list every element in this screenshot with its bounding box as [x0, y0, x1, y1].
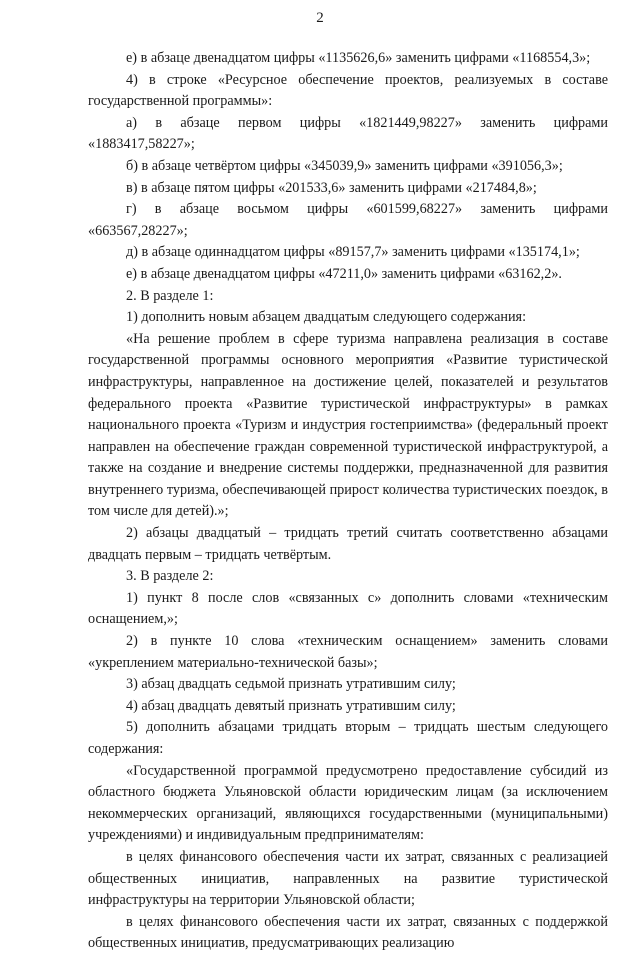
paragraph-subsidies-quote: «Государственной программой предусмотрено предоставление субсидий из областного бюджета Ульяновской области юридическим лицам (за исключением некоммерческих организаций, являющихся государственными (муниципальными) учреждениями) и индивидуальным предпринимателям:	[88, 762, 608, 844]
paragraph-point-8: 1) пункт 8 после слов «связанных с» дополнить словами «техническим оснащением,»;	[88, 589, 608, 628]
section-heading-2: 3. В разделе 2:	[126, 568, 214, 585]
paragraph-repeal-29: 4) абзац двадцать девятый признать утратившим силу;	[126, 697, 456, 714]
paragraph-point-10: 2) в пункте 10 слова «техническим оснащением» заменить словами «укреплением материально-технической базы»;	[88, 633, 608, 671]
paragraph-amend-e: е) в абзаце двенадцатом цифры «47211,0» заменить цифрами «63162,2».	[126, 265, 562, 282]
paragraph-amend-v: в) в абзаце пятом цифры «201533,6» заменить цифрами «217484,8»;	[126, 179, 537, 196]
paragraph-item-4-resources: 4) в строке «Ресурсное обеспечение проектов, реализуемых в составе государственной программы»:	[88, 71, 608, 110]
paragraph-renumber: 2) абзацы двадцатый – тридцать третий считать соответственно абзацами двадцать первым – тридцать четвёртым.	[88, 525, 608, 563]
paragraph-add-twentieth: 1) дополнить новым абзацем двадцатым следующего содержания:	[126, 309, 527, 326]
page-number: 2	[316, 10, 324, 26]
paragraph-amend-d: д) в абзаце одиннадцатом цифры «89157,7» заменить цифрами «135174,1»;	[126, 244, 580, 261]
paragraph-amend-b: б) в абзаце четвёртом цифры «345039,9» заменить цифрами «391056,3»;	[126, 157, 563, 174]
paragraph-amend-g: г) в абзаце восьмом цифры «601599,68227» заменить цифрами «663567,28227»;	[88, 201, 608, 239]
paragraph-subsidy-purpose-2: в целях финансового обеспечения части их затрат, связанных с поддержкой общественных инициатив, предусматривающих реализацию	[88, 913, 608, 952]
paragraph-add-32-36: 5) дополнить абзацами тридцать вторым – тридцать шестым следующего содержания:	[88, 719, 608, 757]
paragraph-tourism-quote: «На решение проблем в сфере туризма направлена реализация в составе государственной программы основного мероприятия «Развитие туристической инфраструктуры, направленное на достижение целей, показателей и результатов федерального проекта «Развитие туристической инфраструктуры» в рамках национального проекта «Туризм и индустрия гостеприимства» (федеральный проект направлен на обеспечение граждан современной туристической инфраструктурой, а также на создание и внедрение системы поддержки, предназначенной для развития внутреннего туризма, обеспечивающей прирост количества туристических поездок, в том числе для детей).»;	[88, 330, 608, 520]
paragraph-amend-twelfth-1: е) в абзаце двенадцатом цифры «1135626,6» заменить цифрами «1168554,3»;	[126, 50, 591, 66]
document-body	[88, 48, 608, 955]
paragraph-amend-a: а) в абзаце первом цифры «1821449,98227» заменить цифрами «1883417,58227»;	[88, 114, 608, 153]
paragraph-repeal-27: 3) абзац двадцать седьмой признать утратившим силу;	[126, 676, 456, 693]
paragraph-subsidy-purpose-1: в целях финансового обеспечения части их затрат, связанных с реализацией общественных инициатив, направленных на развитие туристической инфраструктуры на территории Ульяновской области;	[88, 848, 608, 909]
section-heading-1: 2. В разделе 1:	[126, 287, 214, 304]
